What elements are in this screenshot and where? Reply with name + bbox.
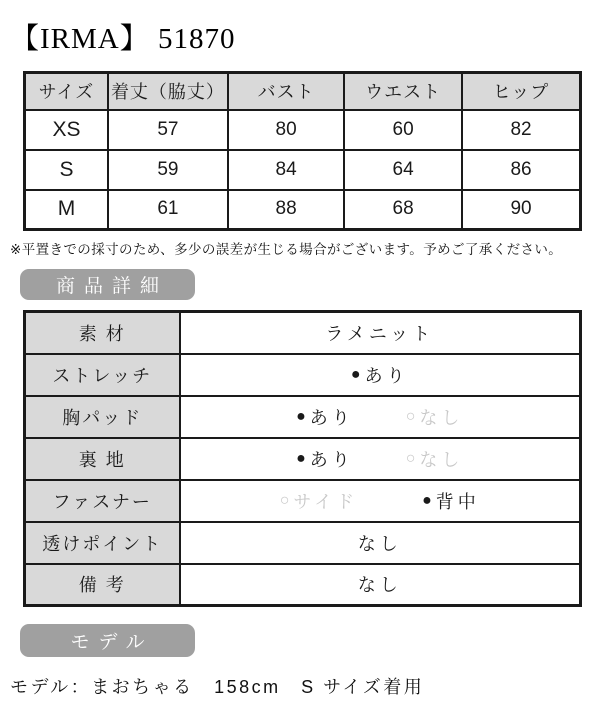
table-row-xs [25,110,581,150]
option-label: なし [419,449,464,470]
header-cell-hip: ヒップ [462,73,580,110]
value-cell: 68 [344,190,462,230]
header-cell-size: サイズ [25,73,108,110]
value-cell: 59 [108,150,228,190]
option-selected [422,488,480,514]
detail-value: ラメニット [180,312,581,354]
header-cell-bust: バスト [228,73,344,110]
detail-label: 透けポイント [25,522,180,564]
detail-label: 胸パッド [25,396,180,438]
option-unselected [406,404,464,430]
detail-label: 裏 地 [25,438,180,480]
radio-off-icon: ○ [279,491,290,509]
detail-value [180,396,581,438]
option-label: サイド [293,491,359,512]
detail-value [180,438,581,480]
size-cell: M [25,190,108,230]
value-cell: 90 [462,190,580,230]
size-cell: XS [25,110,108,150]
value-cell: 61 [108,190,228,230]
detail-label: 備 考 [25,564,180,606]
detail-value: なし [180,522,581,564]
size-table [23,71,582,231]
option-unselected [280,488,358,514]
detail-label: ストレッチ [25,354,180,396]
detail-row-chest-pad [25,396,581,438]
detail-row-material [25,312,581,354]
value-cell: 60 [344,110,462,150]
value-cell: 82 [462,110,580,150]
radio-on-icon: ● [296,407,306,425]
option-selected [296,404,354,430]
detail-row-lining [25,438,581,480]
model-heading-badge: モデル [20,624,195,657]
option-selected [351,362,409,388]
option-label: あり [309,407,354,428]
radio-on-icon: ● [350,365,361,383]
model-info-line: モデル：まおちゃる 158cm S サイズ着用 [10,677,425,697]
option-unselected [406,446,464,472]
detail-label: 素 材 [25,312,180,354]
value-cell: 80 [228,110,344,150]
measurement-note: ※平置きでの採寸のため、多少の誤差が生じる場合がございます。予めご了承ください。 [10,242,563,257]
value-cell: 57 [108,110,228,150]
radio-on-icon: ● [296,449,306,467]
radio-off-icon: ○ [405,449,416,467]
size-table-header-row [25,73,581,110]
detail-label: ファスナー [25,480,180,522]
option-selected [296,446,354,472]
detail-row-sheer-point [25,522,581,564]
details-table [23,310,582,607]
option-label: あり [309,449,354,470]
detail-value: なし [180,564,581,606]
page-title: 【IRMA】 51870 [10,23,236,55]
radio-off-icon: ○ [405,407,416,425]
size-cell: S [25,150,108,190]
details-heading-badge: 商品詳細 [20,269,195,300]
table-row-m [25,190,581,230]
detail-row-stretch [25,354,581,396]
option-label: 背中 [435,491,480,512]
detail-row-remarks [25,564,581,606]
value-cell: 86 [462,150,580,190]
option-label: なし [419,407,464,428]
header-cell-waist: ウエスト [344,73,462,110]
detail-row-fastener [25,480,581,522]
value-cell: 64 [344,150,462,190]
detail-value [180,354,581,396]
detail-value [180,480,581,522]
value-cell: 84 [228,150,344,190]
option-label: あり [364,365,409,386]
table-row-s [25,150,581,190]
header-cell-length: 着丈（脇丈） [108,73,228,110]
value-cell: 88 [228,190,344,230]
radio-on-icon: ● [422,491,432,509]
